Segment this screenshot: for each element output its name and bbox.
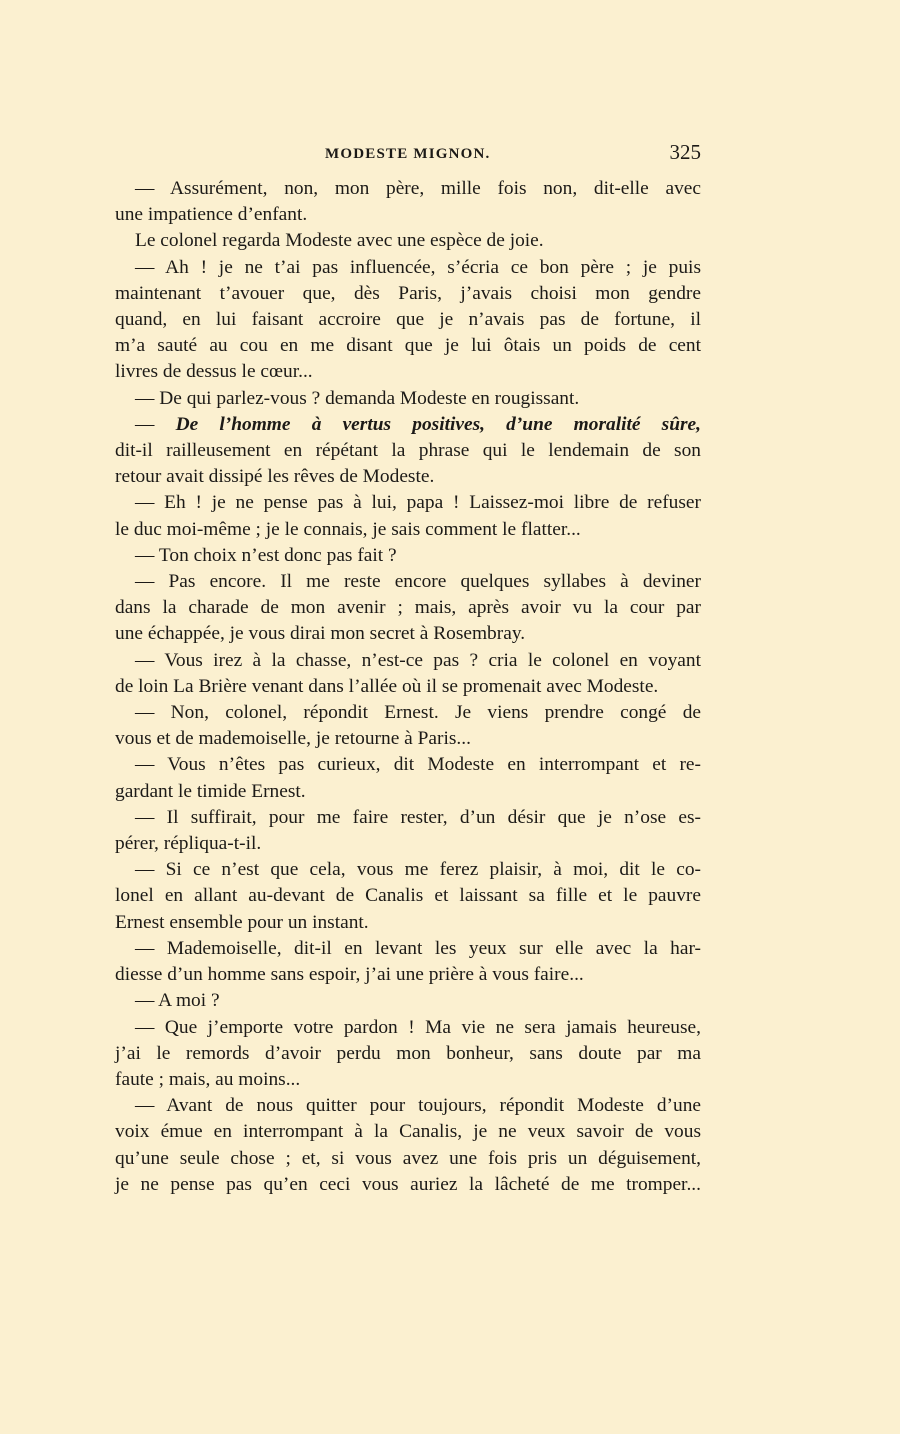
paragraph [115,490,701,542]
paragraph [115,805,701,857]
text-line: — Pas encore. Il me reste encore quelques syllabes à deviner [135,571,701,593]
text-line: gardant le timide Ernest. [115,780,306,802]
running-title: MODESTE MIGNON. [325,146,491,162]
paragraph [115,386,701,412]
text-line: — Non, colonel, répondit Ernest. Je viens prendre congé de [135,702,701,724]
text-line [115,412,701,438]
text-line: — Eh ! je ne pense pas à lui, papa ! Laissez-moi libre de refuser [135,492,701,514]
text-line: — Avant de nous quitter pour toujours, répondit Modeste d’une [135,1095,701,1117]
text-line: une échappée, je vous dirai mon secret à Rosembray. [115,623,526,645]
text-line: diesse d’un homme sans espoir, j’ai une prière à vous faire... [115,964,584,986]
text-line: faute ; mais, au moins... [115,1068,301,1090]
dash: — [135,413,176,435]
text-line: maintenant t’avouer que, dès Paris, j’avais choisi mon gendre [115,282,701,304]
paragraph [115,569,701,648]
paragraph [115,176,701,228]
text-line: Le colonel regarda Modeste avec une espèce de joie. [135,230,544,252]
paragraph [115,936,701,988]
paragraph [115,1015,701,1094]
text-line: retour avait dissipé les rêves de Modeste. [115,466,435,488]
text-line: — Que j’emporte votre pardon ! Ma vie ne sera jamais heureuse, [135,1016,701,1038]
page-number: 325 [669,140,701,164]
text-line: une impatience d’enfant. [115,204,308,226]
paragraph [115,412,701,491]
text-line: lonel en allant au-devant de Canalis et laissant sa fille et le pauvre [115,885,701,907]
paragraph [115,988,701,1014]
book-page [115,138,701,1198]
text-line: pérer, répliqua-t-il. [115,833,262,855]
text-line: — De qui parlez-vous ? demanda Modeste en rougissant. [135,387,580,409]
text-line: — Il suffirait, pour me faire rester, d’un désir que je n’ose es- [135,806,701,828]
text-line: vous et de mademoiselle, je retourne à Paris... [115,728,471,750]
paragraph [115,700,701,752]
paragraph [115,228,701,254]
text-line: — A moi ? [135,990,220,1012]
paragraph [115,752,701,804]
italic-quote: De l’homme à vertus positives, d’une moralité sûre, [175,413,701,435]
paragraph [115,255,701,386]
running-head [115,138,701,168]
text-line: quand, en lui faisant accroire que je n’avais pas de fortune, il [115,309,701,331]
text-line: voix émue en interrompant à la Canalis, je ne veux savoir de vous [115,1121,701,1143]
paragraph [115,1093,701,1198]
text-line: — Mademoiselle, dit-il en levant les yeux sur elle avec la har- [135,937,701,959]
text-line: de loin La Brière venant dans l’allée où il se promenait avec Modeste. [115,675,659,697]
body-text [115,176,701,1198]
paragraph [115,648,701,700]
text-line: — Si ce n’est que cela, vous me ferez plaisir, à moi, dit le co- [135,859,701,881]
text-line: — Vous n’êtes pas curieux, dit Modeste en interrompant et re- [135,754,701,776]
paragraph [115,543,701,569]
text-line: dans la charade de mon avenir ; mais, après avoir vu la cour par [115,597,701,619]
text-line: qu’une seule chose ; et, si vous avez une fois pris un déguisement, [115,1147,701,1169]
text-line: — Assurément, non, mon père, mille fois non, dit-elle avec [135,178,701,199]
text-line: — Ton choix n’est donc pas fait ? [135,544,397,566]
paragraph [115,857,701,936]
text-line: livres de dessus le cœur... [115,361,313,383]
text-line: Ernest ensemble pour un instant. [115,911,369,933]
text-line: — Ah ! je ne t’ai pas influencée, s’écria ce bon père ; je puis [135,256,701,278]
text-line: je ne pense pas qu’en ceci vous auriez la lâcheté de me tromper... [115,1173,701,1195]
text-line: le duc moi-même ; je le connais, je sais comment le flatter... [115,518,581,540]
text-line: — Vous irez à la chasse, n’est-ce pas ? cria le colonel en voyant [135,649,701,671]
text-line: m’a sauté au cou en me disant que je lui ôtais un poids de cent [115,335,701,357]
text-line: dit-il railleusement en répétant la phrase qui le lendemain de son [115,440,701,462]
text-line: j’ai le remords d’avoir perdu mon bonheur, sans doute par ma [115,1042,701,1064]
